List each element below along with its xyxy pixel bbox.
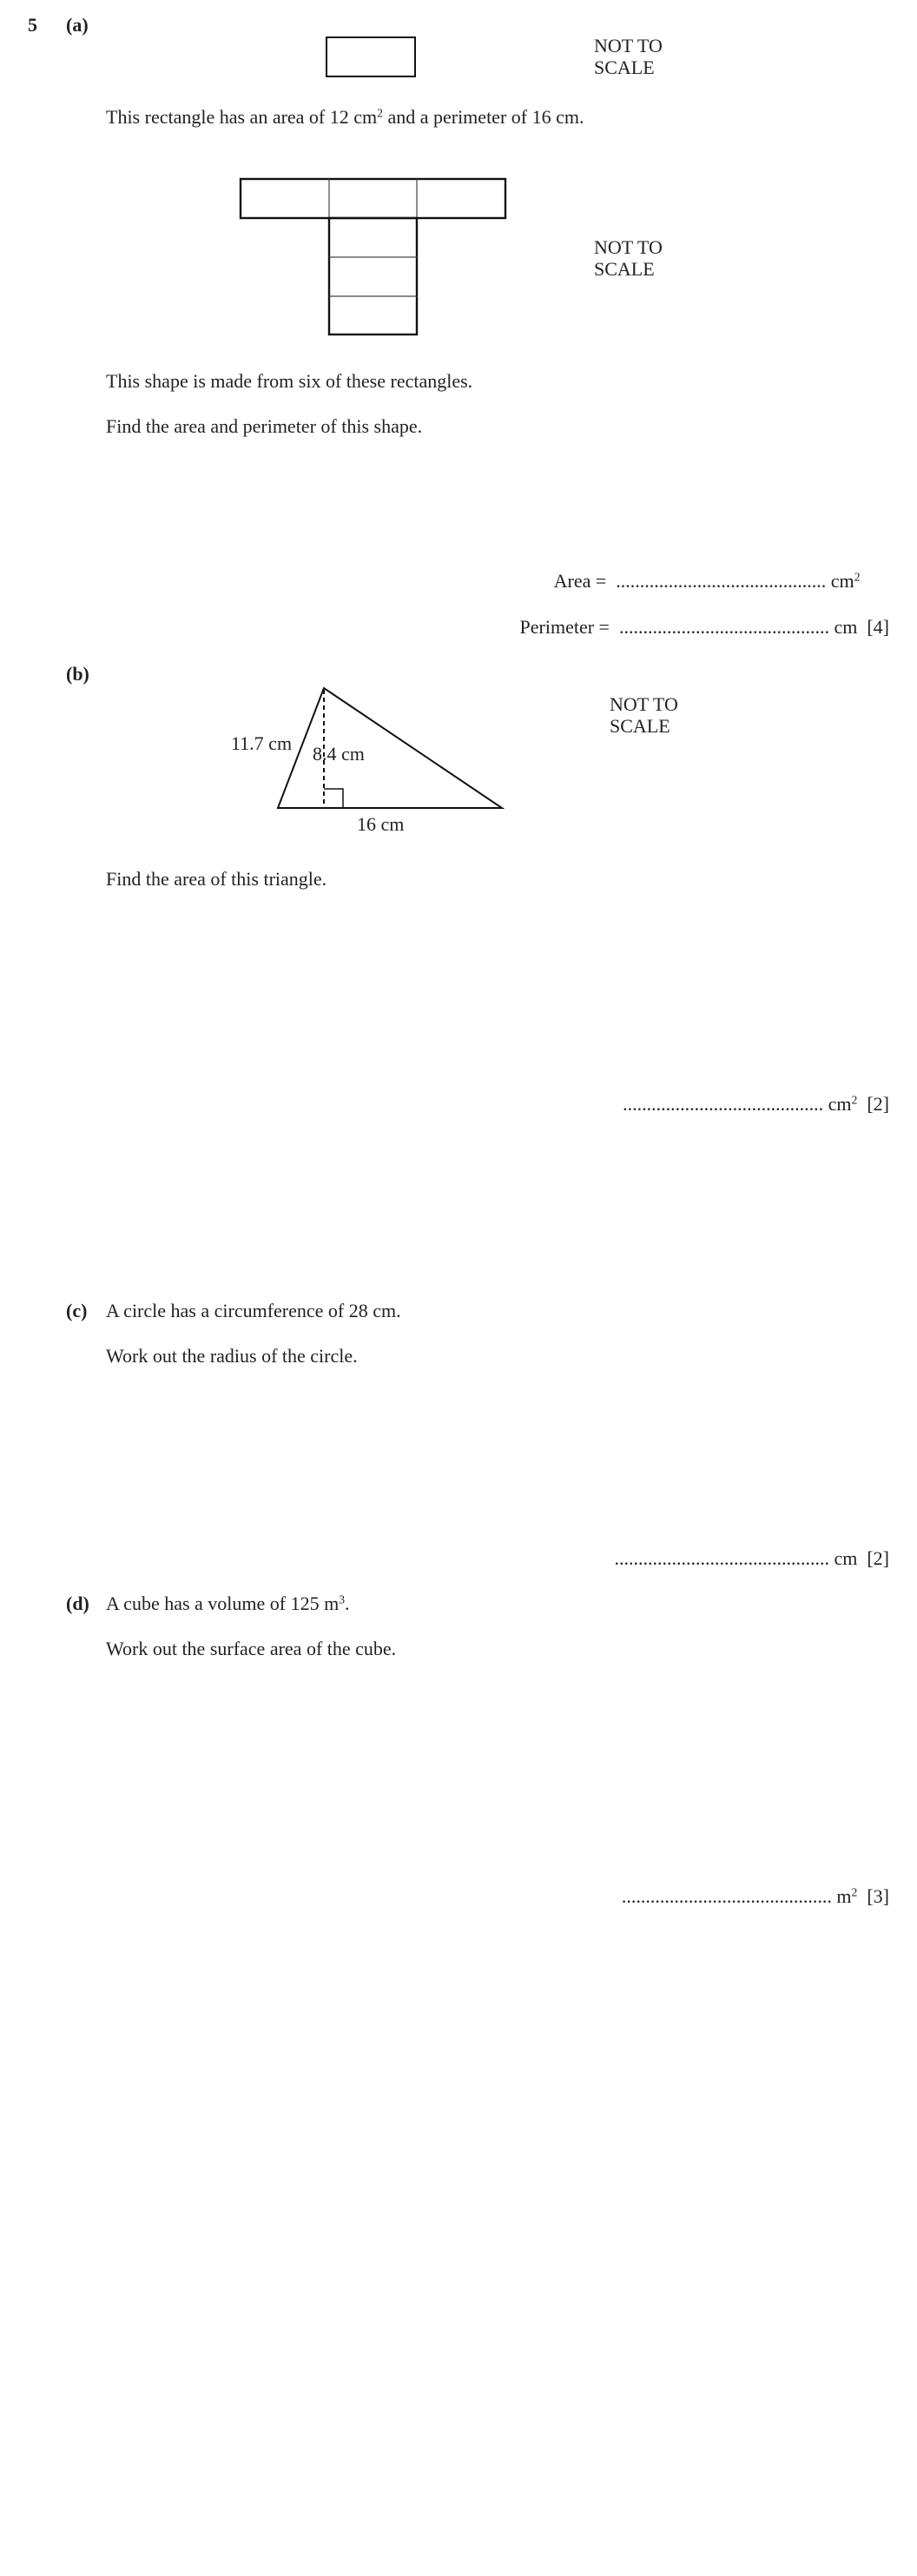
triangle-height-label: 8.4 cm bbox=[313, 743, 365, 765]
not-to-scale-line2: SCALE bbox=[610, 715, 670, 738]
perimeter-unit: cm bbox=[834, 616, 858, 638]
part-c-instruction: Work out the radius of the circle. bbox=[106, 1345, 358, 1367]
part-d-text bbox=[106, 1593, 350, 1614]
part-c-label: (c) bbox=[66, 1300, 88, 1321]
not-to-scale-note-a2 bbox=[594, 236, 663, 281]
not-to-scale-note-a1 bbox=[594, 35, 663, 79]
part-d-answer-field[interactable]: ............................................ bbox=[621, 1885, 832, 1907]
rect-intro-sup: 2 bbox=[377, 106, 383, 120]
part-c-answer-line bbox=[614, 1547, 889, 1569]
rect-intro-post: and a perimeter of 16 cm. bbox=[382, 106, 584, 128]
rect-intro-pre: This rectangle has an area of 12 cm bbox=[106, 106, 378, 128]
area-unit: cm bbox=[830, 570, 854, 592]
not-to-scale-line1: NOT TO bbox=[610, 693, 678, 715]
part-c-answer-field[interactable]: ............................................. bbox=[614, 1547, 829, 1569]
part-b-answer-field[interactable]: .......................................... bbox=[623, 1093, 824, 1115]
part-b-label: (b) bbox=[66, 663, 89, 685]
part-c-unit: cm bbox=[834, 1547, 858, 1569]
part-d-label: (d) bbox=[66, 1593, 89, 1614]
shape-description: This shape is made from six of these rectangles. bbox=[106, 370, 473, 392]
perimeter-label: Perimeter = bbox=[519, 616, 610, 638]
area-unit-sup: 2 bbox=[854, 570, 861, 584]
not-to-scale-line2: SCALE bbox=[594, 258, 655, 281]
area-answer-field[interactable]: ............................................ bbox=[616, 570, 827, 592]
perimeter-answer-field[interactable]: ............................................ bbox=[618, 616, 829, 638]
part-b-instruction: Find the area of this triangle. bbox=[106, 868, 327, 890]
t-shape-diagram bbox=[239, 177, 508, 339]
not-to-scale-note-b bbox=[610, 693, 678, 738]
part-d-unit-sup: 2 bbox=[851, 1885, 858, 1899]
part-d-text-sup: 3 bbox=[339, 1593, 346, 1606]
part-b-unit-sup: 2 bbox=[851, 1093, 858, 1107]
part-d-text-post: . bbox=[345, 1593, 350, 1614]
part-d-text-pre: A cube has a volume of 125 m bbox=[106, 1593, 340, 1614]
part-c-text: A circle has a circumference of 28 cm. bbox=[106, 1300, 401, 1321]
part-b-marks: [2] bbox=[867, 1093, 889, 1115]
triangle-side-label: 11.7 cm bbox=[231, 732, 293, 754]
part-d-marks: [3] bbox=[867, 1885, 889, 1907]
part-b-unit: cm bbox=[828, 1093, 852, 1115]
not-to-scale-line2: SCALE bbox=[594, 56, 655, 79]
not-to-scale-line1: NOT TO bbox=[594, 35, 663, 56]
question-number: 5 bbox=[28, 14, 37, 36]
part-b-answer-line bbox=[623, 1093, 889, 1115]
part-d-instruction: Work out the surface area of the cube. bbox=[106, 1638, 397, 1659]
part-d-unit: m bbox=[836, 1885, 852, 1907]
triangle-base-label: 16 cm bbox=[357, 813, 405, 835]
triangle-diagram bbox=[261, 678, 521, 817]
single-rectangle-diagram bbox=[326, 36, 419, 78]
area-label: Area = bbox=[553, 570, 607, 592]
part-c-marks: [2] bbox=[867, 1547, 889, 1569]
part-d-answer-line bbox=[622, 1885, 889, 1907]
rectangle-intro-text bbox=[106, 106, 584, 128]
part-a-marks: [4] bbox=[867, 616, 889, 638]
not-to-scale-line1: NOT TO bbox=[594, 236, 663, 258]
perimeter-answer-line bbox=[520, 616, 889, 638]
part-a-label: (a) bbox=[66, 14, 89, 36]
part-a-instruction: Find the area and perimeter of this shape. bbox=[106, 415, 423, 437]
area-answer-line bbox=[554, 570, 889, 592]
